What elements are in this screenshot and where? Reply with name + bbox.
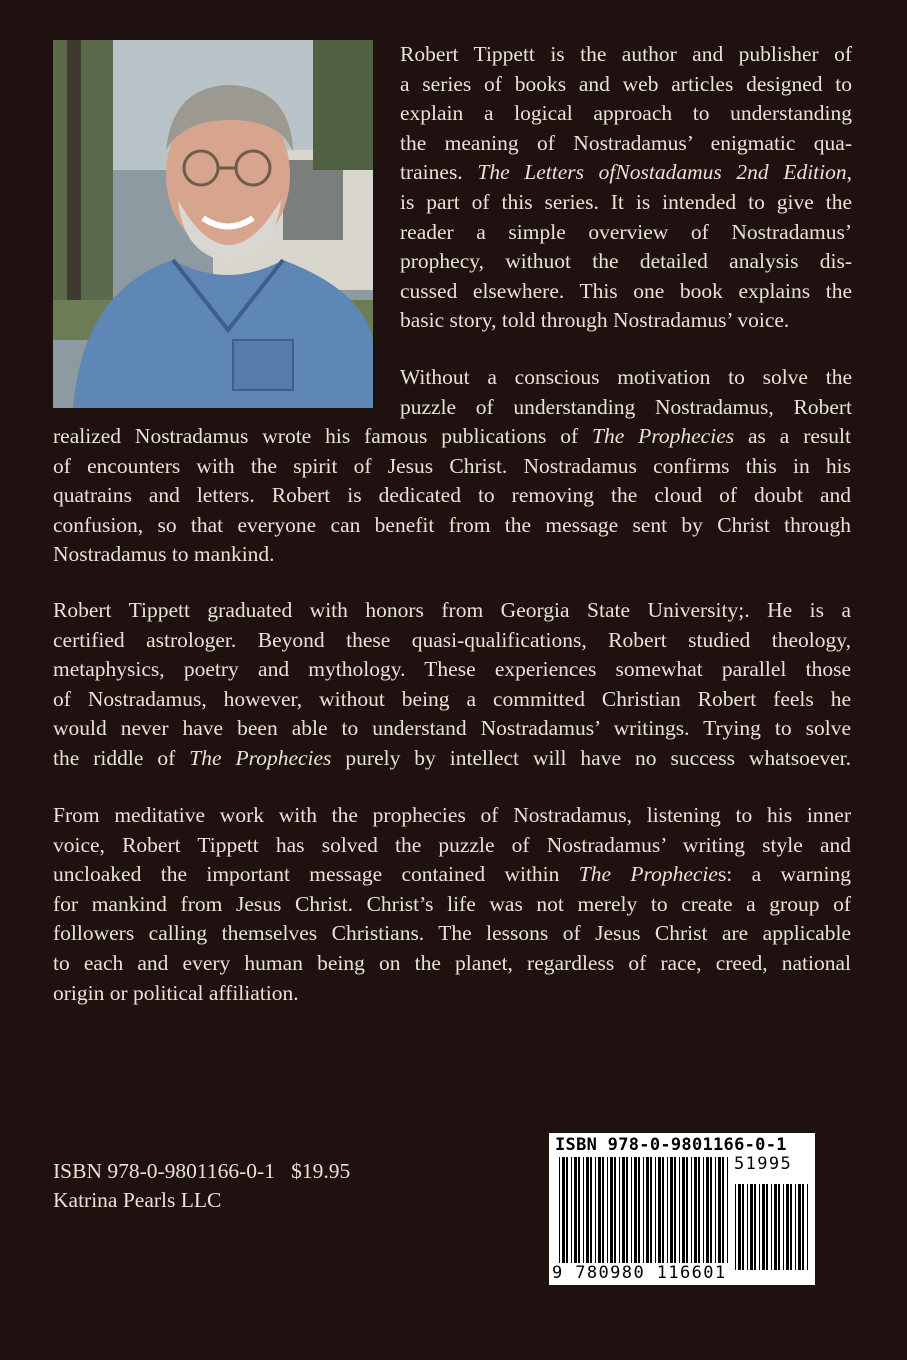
barcode-bar — [643, 1157, 644, 1263]
barcode-bar — [722, 1157, 724, 1263]
footer-info — [53, 1157, 350, 1215]
barcode-bar — [798, 1184, 801, 1270]
barcode-bar — [667, 1157, 668, 1263]
bio-paragraph-4 — [53, 801, 851, 1008]
text-line: to each and every human being on the planet, regardless of race, creed, national — [53, 950, 851, 975]
text-segment: traines. — [400, 160, 463, 185]
text-segment: s: a warning — [717, 862, 851, 887]
barcode-bar — [766, 1184, 768, 1270]
barcode-bar — [650, 1157, 652, 1263]
barcode-bar — [634, 1157, 637, 1263]
text-line: prophecy, withuot the detailed analysis dis- — [400, 249, 852, 274]
book-title: The Prophecies — [592, 424, 735, 448]
bio-paragraph-2-start — [400, 363, 852, 422]
barcode-bar — [807, 1184, 808, 1270]
barcode-bar — [610, 1157, 613, 1263]
text-line — [53, 744, 851, 774]
barcode-bar — [674, 1157, 676, 1263]
text-line: certified astrologer. Beyond these quasi-qualifications, Robert studied theology, — [53, 627, 851, 652]
text-line: origin or political affiliation. — [53, 980, 299, 1005]
text-line: voice, Robert Tippett has solved the puzzle of Nostradamus’ writing style and — [53, 832, 851, 857]
text-line: for mankind from Jesus Christ. Christ’s life was not merely to create a group of — [53, 891, 851, 916]
barcode-bar — [710, 1157, 712, 1263]
barcode-bar — [586, 1157, 589, 1263]
text-line — [53, 860, 851, 890]
barcode-bar — [802, 1184, 804, 1270]
barcode-bar — [786, 1184, 789, 1270]
barcode-bar — [583, 1157, 584, 1263]
barcode-bar — [703, 1157, 704, 1263]
barcode-bar — [631, 1157, 632, 1263]
barcode-bar — [638, 1157, 640, 1263]
text-line: From meditative work with the prophecies of Nostradamus, listening to his inner — [53, 803, 851, 827]
text-line: of Nostradamus, however, without being a committed Christian Robert feels he — [53, 686, 851, 711]
text-line: the meaning of Nostradamus’ enigmatic qua- — [400, 130, 852, 155]
barcode-bar — [694, 1157, 697, 1263]
book-title: The Prophecies — [189, 745, 332, 770]
barcode-bar — [698, 1157, 700, 1263]
barcode-bar — [682, 1157, 685, 1263]
barcode-bar — [619, 1157, 620, 1263]
text-line: metaphysics, poetry and mythology. These experiences somewhat parallel those — [53, 657, 851, 682]
text-segment: , — [846, 160, 852, 185]
barcode-price-code: 51995 — [734, 1154, 793, 1174]
barcode-bar — [778, 1184, 780, 1270]
barcode-bar — [607, 1157, 608, 1263]
barcode-bar — [747, 1184, 748, 1270]
text-line: Robert Tippett graduated with honors from Georgia State University;. He is a — [53, 598, 851, 622]
text-line: basic story, told through Nostradamus’ voice. — [400, 308, 790, 333]
barcode-bar — [774, 1184, 777, 1270]
barcode-bar — [578, 1157, 580, 1263]
barcode-bar — [574, 1157, 577, 1263]
text-line: Robert Tippett is the author and publisher of — [400, 42, 852, 66]
barcode-bar — [662, 1157, 664, 1263]
bio-paragraph-3 — [53, 596, 851, 774]
barcode-bar — [715, 1157, 716, 1263]
text-segment: the riddle of — [53, 745, 176, 770]
text-line: would never have been able to understand Nostradamus’ writings. Trying to solve — [53, 716, 851, 741]
barcode-bar — [727, 1157, 728, 1263]
text-segment: as a result — [748, 424, 851, 448]
barcode-bar — [559, 1157, 560, 1263]
barcode-bar — [670, 1157, 673, 1263]
barcode-bar — [614, 1157, 616, 1263]
barcode-main-bars — [559, 1157, 729, 1263]
barcode-bar — [771, 1184, 772, 1270]
barcode-bar — [735, 1184, 736, 1270]
barcode-bar — [595, 1157, 596, 1263]
barcode-bar — [571, 1157, 572, 1263]
text-segment: uncloaked the important message contained within — [53, 862, 560, 887]
barcode-bar — [706, 1157, 709, 1263]
barcode-bar — [598, 1157, 601, 1263]
text-line — [400, 158, 852, 188]
barcode-bar — [626, 1157, 628, 1263]
text-segment: realized Nostradamus wrote his famous publications of — [53, 424, 579, 448]
barcode-bar — [738, 1184, 741, 1270]
book-title: The Prophecie — [578, 862, 718, 887]
text-line: followers calling themselves Christians. The lessons of Jesus Christ are applicable — [53, 921, 851, 946]
bio-paragraph-1 — [400, 40, 852, 336]
book-title: The Letters ofNostadamus 2nd Edition — [477, 160, 847, 185]
barcode-bar — [783, 1184, 784, 1270]
author-photo — [53, 40, 373, 408]
barcode-bar — [691, 1157, 692, 1263]
barcode-addon-bars — [735, 1175, 809, 1279]
text-line: of encounters with the spirit of Jesus Christ. Nostradamus confirms this in his — [53, 453, 851, 478]
barcode-bar — [658, 1157, 661, 1263]
barcode-bar — [762, 1184, 765, 1270]
barcode-bar — [718, 1157, 721, 1263]
text-line: a series of books and web articles designed to — [400, 71, 852, 96]
isbn-price: ISBN 978-0-9801166-0-1 $19.95 — [53, 1159, 351, 1183]
text-line: Without a conscious motivation to solve the — [400, 365, 852, 389]
barcode-bar — [686, 1157, 688, 1263]
barcode — [549, 1133, 815, 1285]
author-photo-illustration — [53, 40, 373, 408]
barcode-bar — [590, 1157, 592, 1263]
publisher-name: Katrina Pearls LLC — [53, 1188, 222, 1212]
barcode-bar — [759, 1184, 760, 1270]
text-line: is part of this series. It is intended to give the — [400, 189, 852, 214]
barcode-bar — [646, 1157, 649, 1263]
barcode-bar — [602, 1157, 604, 1263]
text-line: confusion, so that everyone can benefit from the message sent by Christ through — [53, 512, 851, 537]
text-segment: purely by intellect will have no success whatsoever. — [345, 745, 852, 770]
barcode-bar — [790, 1184, 792, 1270]
text-line: reader a simple overview of Nostradamus’ — [400, 219, 852, 244]
text-line: explain a logical approach to understanding — [400, 101, 852, 126]
text-line: Nostradamus to mankind. — [53, 542, 275, 567]
text-line: quatrains and letters. Robert is dedicated to removing the cloud of doubt and — [53, 483, 851, 508]
bio-paragraph-2 — [53, 422, 851, 570]
barcode-bar — [562, 1157, 565, 1263]
barcode-bar — [795, 1184, 796, 1270]
barcode-digits: 9 780980 116601 — [552, 1263, 727, 1283]
barcode-bar — [679, 1157, 680, 1263]
barcode-bar — [655, 1157, 656, 1263]
barcode-bar — [622, 1157, 625, 1263]
barcode-bar — [750, 1184, 753, 1270]
text-line: cussed elsewhere. This one book explains the — [400, 278, 852, 303]
text-line: puzzle of understanding Nostradamus, Robert — [400, 394, 852, 419]
barcode-bar — [754, 1184, 756, 1270]
barcode-bar — [742, 1184, 744, 1270]
text-line — [53, 422, 851, 452]
barcode-isbn-label: ISBN 978-0-9801166-0-1 — [555, 1135, 787, 1155]
barcode-bar — [566, 1157, 568, 1263]
